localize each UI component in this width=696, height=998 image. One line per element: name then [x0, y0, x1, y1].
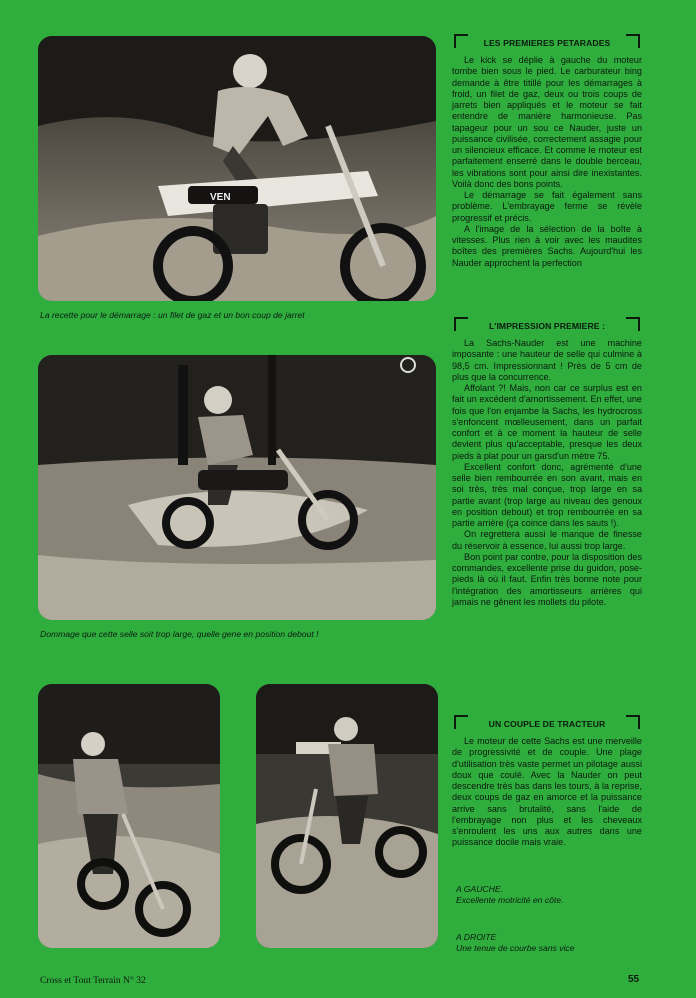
photo-corner: [256, 684, 438, 948]
section-title: LES PREMIERES PETARADES: [483, 38, 611, 48]
bracket-left-icon: [454, 317, 468, 331]
photo-hill-climb: [38, 684, 220, 948]
caption-photo2: Dommage que cette selle soit trop large, quelle gene en position debout !: [40, 629, 319, 639]
photo-hill-climb-image: [38, 684, 220, 948]
paragraph: A l'image de la sélection de la boîte à vitesses. Plus rien à voir avec les maudites boîtes des premières Sachs. Aujourd'hui les Nauder approchent la perfection: [452, 223, 642, 268]
bracket-right-icon: [626, 715, 640, 729]
section-heading: [452, 714, 642, 730]
photo-corner-image: [256, 684, 438, 948]
footer-magazine: Cross et Tout Terrain N° 32: [40, 975, 146, 986]
caption-right-photo: [456, 932, 656, 954]
bracket-right-icon: [626, 34, 640, 48]
bracket-right-icon: [626, 317, 640, 331]
paragraph: Excellent confort donc, agrémenté d'une selle bien rembourrée en son avant, mais en soi très, très mal conçue, trop large en sa partie avant (trop large au niveau des genoux en position debout) et trop rembourrée en sa partie arrière (ça coince dans les sauts !).: [452, 461, 642, 528]
bracket-left-icon: [454, 34, 468, 48]
photo-water-crossing: [38, 355, 436, 620]
section-heading: [452, 316, 642, 332]
photo-kickstart-image: [38, 36, 436, 301]
section-heading: [452, 33, 642, 49]
caption-left-text: Excellente motricité en côte.: [456, 895, 564, 905]
paragraph: Le moteur de cette Sachs est une merveille de progressivité et de couple. Une plage d'utilisation très vaste permet un pilotage aussi doux que coulé. Avec la Nauder on peut descendre très bas dans les tours, à la reprise, deux coups de gaz en amorce et la puissance arrive sans brutalité, sans l'aide de l'embrayage non plus et les cheveaux s'enroulent les uns aux autres dans une puissance docile mais vraie.: [452, 736, 642, 848]
photo-kickstart: [38, 36, 436, 301]
bracket-left-icon: [454, 715, 468, 729]
photo-water-crossing-image: [38, 355, 436, 620]
paragraph: Bon point par contre, pour la disposition des commandes, excellente prise du guidon, pose-pieds là où il faut. Enfin très bonne note pour l'intégration des amortisseurs arrières qui jamais ne gênent les mollets du pilote.: [452, 551, 642, 607]
section-premieres-petarades: [452, 33, 642, 269]
section-impression-premiere: [452, 316, 642, 608]
section-couple-de-tracteur: [452, 714, 642, 849]
caption-photo1: La recette pour le démarrage : un filet de gaz et un bon coup de jarret: [40, 310, 305, 320]
caption-left-label: A GAUCHE.: [456, 884, 503, 894]
caption-right-label: A DROITE: [456, 932, 497, 942]
paragraph: Le kick se déplie à gauche du moteur tombe bien sous le pied. Le carburateur bing demande à être titillé pour les démarrages à froid, un filet de gaz, deux ou trois coups de jarrets bien appliqués et le moteur se fait entendre de manière harmonieuse. Pas tapageur pour un sou ce Nauder, juste un puissance civilisée, correctement assagie pour un silencieux efficace. Et comme le moteur est parfaitement enserré dans le double berceau, les vibrations sont pour ainsi dire inexistantes. Voilà donc des bons points.: [452, 55, 642, 189]
paragraph: La Sachs-Nauder est une machine imposante : une hauteur de selle qui culmine à 98,5 cm. Impressionnant ! Près de 5 cm de plus que la concurrence.: [452, 338, 642, 382]
caption-left-photo: [456, 884, 656, 906]
paragraph: Le démarrage se fait également sans problème. L'embrayage ferme se révèle progressif et précis.: [452, 190, 642, 223]
page-number: 55: [628, 974, 640, 985]
caption-right-text: Une tenue de courbe sans vice: [456, 943, 575, 953]
section-title: UN COUPLE DE TRACTEUR: [488, 719, 606, 729]
paragraph: On regrettera aussi le manque de finesse du réservoir à essence, lui aussi trop large.: [452, 529, 642, 551]
section-title: L'IMPRESSION PREMIERE :: [488, 321, 606, 331]
tank-logo: VEN: [210, 192, 231, 203]
paragraph: Affolant ?! Mais, non car ce surplus est en fait un excédent d'amortissement. En effet, une fois que l'on enjambe la Sachs, les hydrocross s'enfoncent mœlleusement, dans un parfait confort et à ce moment la hauteur de selle devient plus qu'acceptable, presque les deux pieds à plat pour un garsd'un mètre 75.: [452, 383, 642, 461]
